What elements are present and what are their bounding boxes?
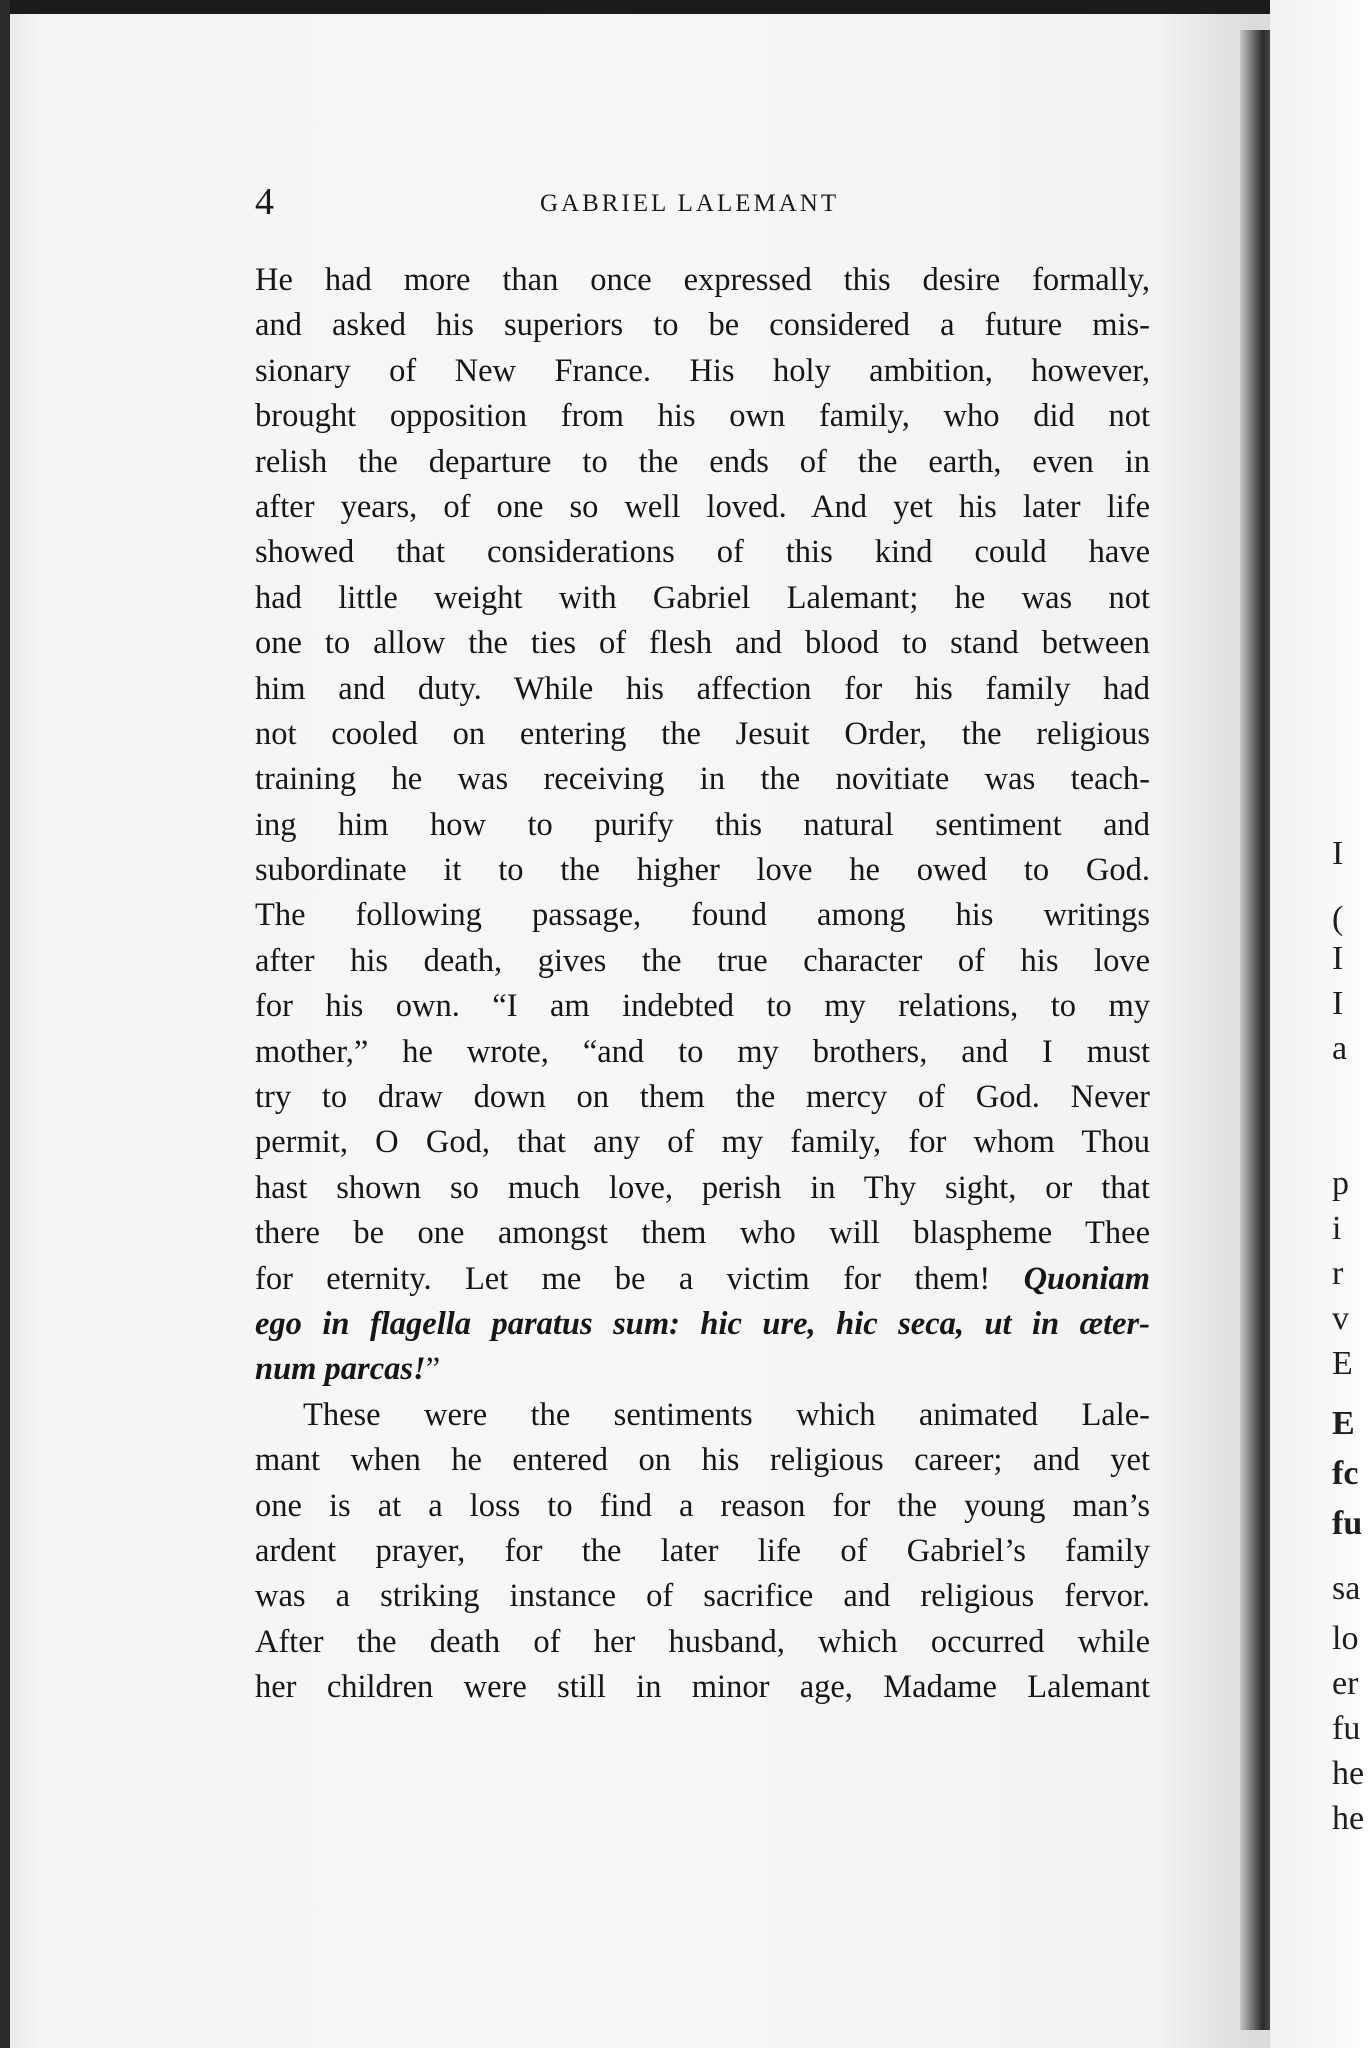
- text-line: [255, 258, 1150, 303]
- text-line: [255, 485, 1150, 530]
- text-line: [255, 1166, 1150, 1211]
- adjacent-page-fragment: v: [1332, 1300, 1349, 1337]
- adjacent-page-fragment: sa: [1332, 1570, 1361, 1607]
- line-text: These were the sentiments which animated Lale-: [303, 1396, 1150, 1433]
- adjacent-page-fragment: a: [1332, 1030, 1348, 1067]
- latin-quote: num parcas!: [255, 1351, 426, 1388]
- text-line: [255, 1075, 1150, 1120]
- text-line: [255, 712, 1150, 757]
- adjacent-page-fragment: E: [1332, 1405, 1355, 1442]
- adjacent-page-fragment: I: [1332, 835, 1344, 872]
- text-line: [255, 1347, 1150, 1392]
- adjacent-page-fragment: E: [1332, 1345, 1353, 1382]
- text-line: [255, 1393, 1150, 1438]
- text-line: [255, 939, 1150, 984]
- line-text: After the death of her husband, which occurred while: [255, 1623, 1150, 1660]
- text-line: [255, 1438, 1150, 1483]
- line-text: showed that considerations of this kind could have: [255, 534, 1150, 571]
- adjacent-page-fragment: fu: [1332, 1710, 1361, 1747]
- running-head: [255, 180, 1155, 240]
- body-text: [255, 258, 1150, 1711]
- line-text: not cooled on entering the Jesuit Order, the religious: [255, 715, 1150, 752]
- line-text: hast shown so much love, perish in Thy sight, or that: [255, 1169, 1150, 1206]
- line-text: after years, of one so well loved. And yet his later life: [255, 488, 1150, 525]
- text-line: [255, 1484, 1150, 1529]
- text-line: [255, 1302, 1150, 1347]
- text-line: [255, 757, 1150, 802]
- adjacent-page-fragment: lo: [1332, 1620, 1359, 1657]
- page-number: 4: [255, 181, 274, 223]
- line-text: there be one amongst them who will blaspheme Thee: [255, 1215, 1150, 1252]
- line-text: subordinate it to the higher love he owed to God.: [255, 852, 1150, 889]
- line-text: relish the departure to the ends of the earth, even in: [255, 443, 1150, 480]
- adjacent-page-fragment: he: [1332, 1755, 1365, 1792]
- line-text: her children were still in minor age, Madame Lalemant: [255, 1669, 1150, 1706]
- text-line: [255, 576, 1150, 621]
- adjacent-page-fragment: r: [1332, 1255, 1344, 1292]
- line-text: permit, O God, that any of my family, for whom Thou: [255, 1124, 1150, 1161]
- book-gutter: [1240, 30, 1270, 2030]
- line-text: for his own. “I am indebted to my relations, to my: [255, 988, 1150, 1025]
- text-line: [255, 349, 1150, 394]
- text-line: [255, 440, 1150, 485]
- line-text: mother,” he wrote, “and to my brothers, and I must: [255, 1033, 1150, 1070]
- adjacent-page-fragment: er: [1332, 1665, 1359, 1702]
- text-line: [255, 303, 1150, 348]
- line-text: ardent prayer, for the later life of Gabriel’s family: [255, 1532, 1150, 1569]
- line-text: one is at a loss to find a reason for the young man’s: [255, 1487, 1150, 1524]
- scan-top-edge: [0, 0, 1360, 14]
- text-line: [255, 621, 1150, 666]
- text-line: [255, 1211, 1150, 1256]
- adjacent-page-fragment: p: [1332, 1165, 1349, 1202]
- latin-quote: ego in flagella paratus sum: hic ure, hic seca, ut in æter-: [255, 1305, 1150, 1342]
- adjacent-page: [1270, 0, 1365, 2048]
- line-text: training he was receiving in the novitiate was teach-: [255, 761, 1150, 798]
- line-text: The following passage, found among his writings: [255, 897, 1150, 934]
- line-text: ing him how to purify this natural sentiment and: [255, 806, 1150, 843]
- latin-quote: Quoniam: [1023, 1260, 1150, 1297]
- adjacent-page-fragment: (: [1332, 900, 1344, 937]
- text-line: [255, 1574, 1150, 1619]
- text-line: [255, 530, 1150, 575]
- text-line: [255, 1529, 1150, 1574]
- text-line: [255, 667, 1150, 712]
- line-text: and asked his superiors to be considered a future mis-: [255, 307, 1150, 344]
- text-line: [255, 1665, 1150, 1710]
- adjacent-page-fragment: fu: [1332, 1505, 1363, 1542]
- adjacent-page-fragment: I: [1332, 940, 1344, 977]
- text-line: [255, 803, 1150, 848]
- adjacent-page-fragment: i: [1332, 1210, 1342, 1247]
- line-text: had little weight with Gabriel Lalemant; he was not: [255, 579, 1150, 616]
- text-line: [255, 1257, 1150, 1302]
- line-text: mant when he entered on his religious career; and yet: [255, 1442, 1150, 1479]
- text-line: [255, 1030, 1150, 1075]
- text-line: [255, 394, 1150, 439]
- adjacent-page-fragment: fc: [1332, 1455, 1359, 1492]
- text-line: [255, 1620, 1150, 1665]
- line-text: after his death, gives the true character of his love: [255, 942, 1150, 979]
- line-text: him and duty. While his affection for his family had: [255, 670, 1150, 707]
- scan-left-edge: [0, 0, 10, 2048]
- text-line: [255, 848, 1150, 893]
- line-text: brought opposition from his own family, who did not: [255, 398, 1150, 435]
- line-text: try to draw down on them the mercy of God. Never: [255, 1079, 1150, 1116]
- line-text: sionary of New France. His holy ambition, however,: [255, 352, 1150, 389]
- line-text: He had more than once expressed this desire formally,: [255, 262, 1150, 298]
- running-title: GABRIEL LALEMANT: [540, 190, 840, 217]
- adjacent-page-fragment: I: [1332, 985, 1344, 1022]
- line-text: for eternity. Let me be a victim for them!: [255, 1260, 1024, 1297]
- text-line: [255, 1120, 1150, 1165]
- closing-quote: ”: [425, 1351, 441, 1388]
- adjacent-page-fragment: he: [1332, 1800, 1365, 1837]
- text-line: [255, 984, 1150, 1029]
- line-text: was a striking instance of sacrifice and religious fervor.: [255, 1578, 1150, 1615]
- text-line: [255, 893, 1150, 938]
- line-text: one to allow the ties of flesh and blood to stand between: [255, 625, 1150, 662]
